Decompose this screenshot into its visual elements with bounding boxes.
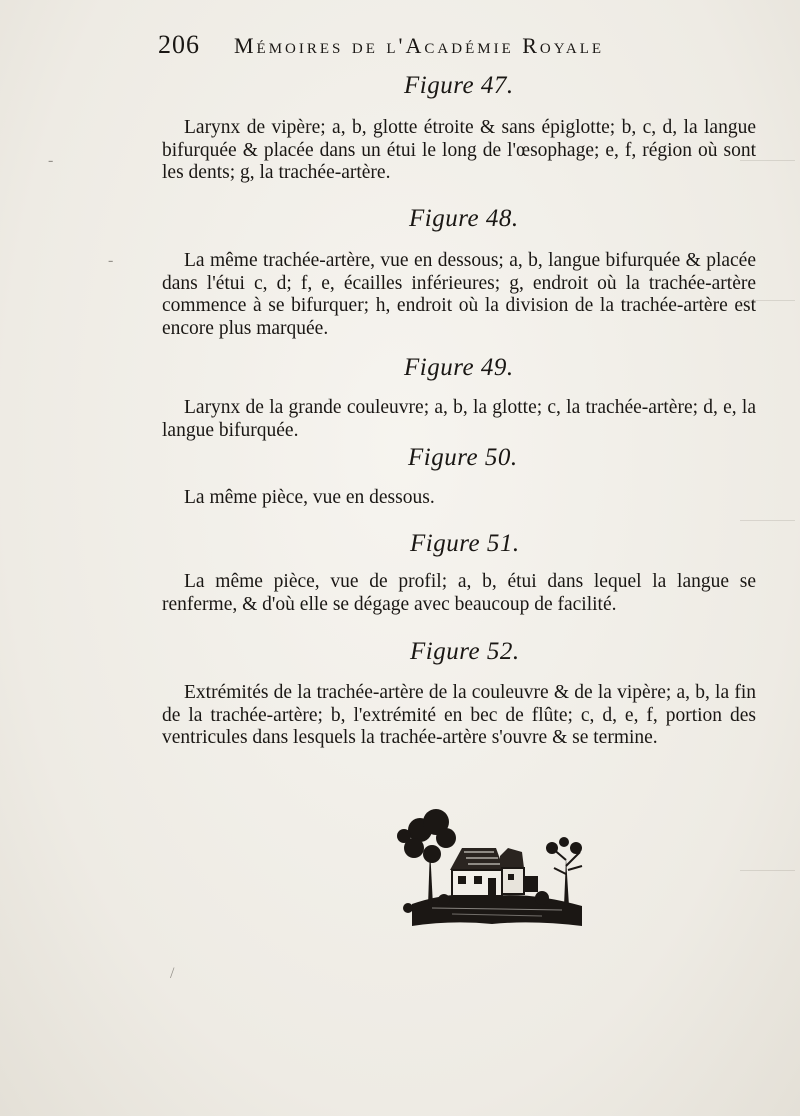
figure-title: Figure 50. [408, 444, 518, 471]
page-header [158, 30, 698, 62]
page-number: 206 [158, 30, 200, 59]
bleed-through-mark [740, 870, 795, 871]
figure-title: Figure 49. [404, 354, 514, 381]
caption-text: La même pièce, vue de profil; a, b, étui dans lequel la langue se renferme, & d'où elle se dégage avec beaucoup de facilité. [162, 571, 756, 615]
figure-caption [162, 397, 756, 442]
figure-caption [162, 117, 756, 185]
figure-caption [162, 682, 756, 750]
caption-text: Larynx de la grande couleuvre; a, b, la glotte; c, la trachée-artère; d, e, la langue bifurquée. [162, 397, 756, 441]
figure-caption [162, 487, 756, 510]
figure-title: Figure 51. [410, 530, 520, 557]
caption-text: Extrémités de la trachée-artère de la couleuvre & de la vipère; a, b, la fin de la trachée-artère; b, l'extrémité en bec de flûte; c, d, e, f, portion des ventricules dans lesquels la trachée-artère s'ouvre & se termine. [162, 682, 756, 748]
caption-text: La même trachée-artère, vue en dessous; a, b, langue bifurquée & placée dans l'étui c, d; f, e, écailles inférieures; g, endroit où la trachée-artère commence à se bifurquer; h, endroit où la division de la trachée-artère est encore plus marquée. [162, 250, 756, 339]
running-head: Mémoires de l'Académie Royale [234, 33, 605, 58]
bleed-through-mark [740, 520, 795, 521]
figure-title: Figure 48. [409, 205, 519, 232]
figure-caption [162, 571, 756, 616]
margin-mark: - [108, 252, 114, 269]
figure-title: Figure 52. [410, 638, 520, 665]
caption-text: La même pièce, vue en dessous. [184, 487, 435, 508]
landscape-vignette-icon [392, 808, 584, 930]
margin-mark: - [48, 152, 54, 169]
figure-caption [162, 250, 756, 340]
figure-title: Figure 47. [404, 72, 514, 99]
caption-text: Larynx de vipère; a, b, glotte étroite & sans épiglotte; b, c, d, la langue bifurquée & placée dans un étui le long de l'œsophage; e, f, région où sont les dents; g, la trachée-artère. [162, 117, 756, 183]
margin-mark: / [170, 965, 175, 982]
